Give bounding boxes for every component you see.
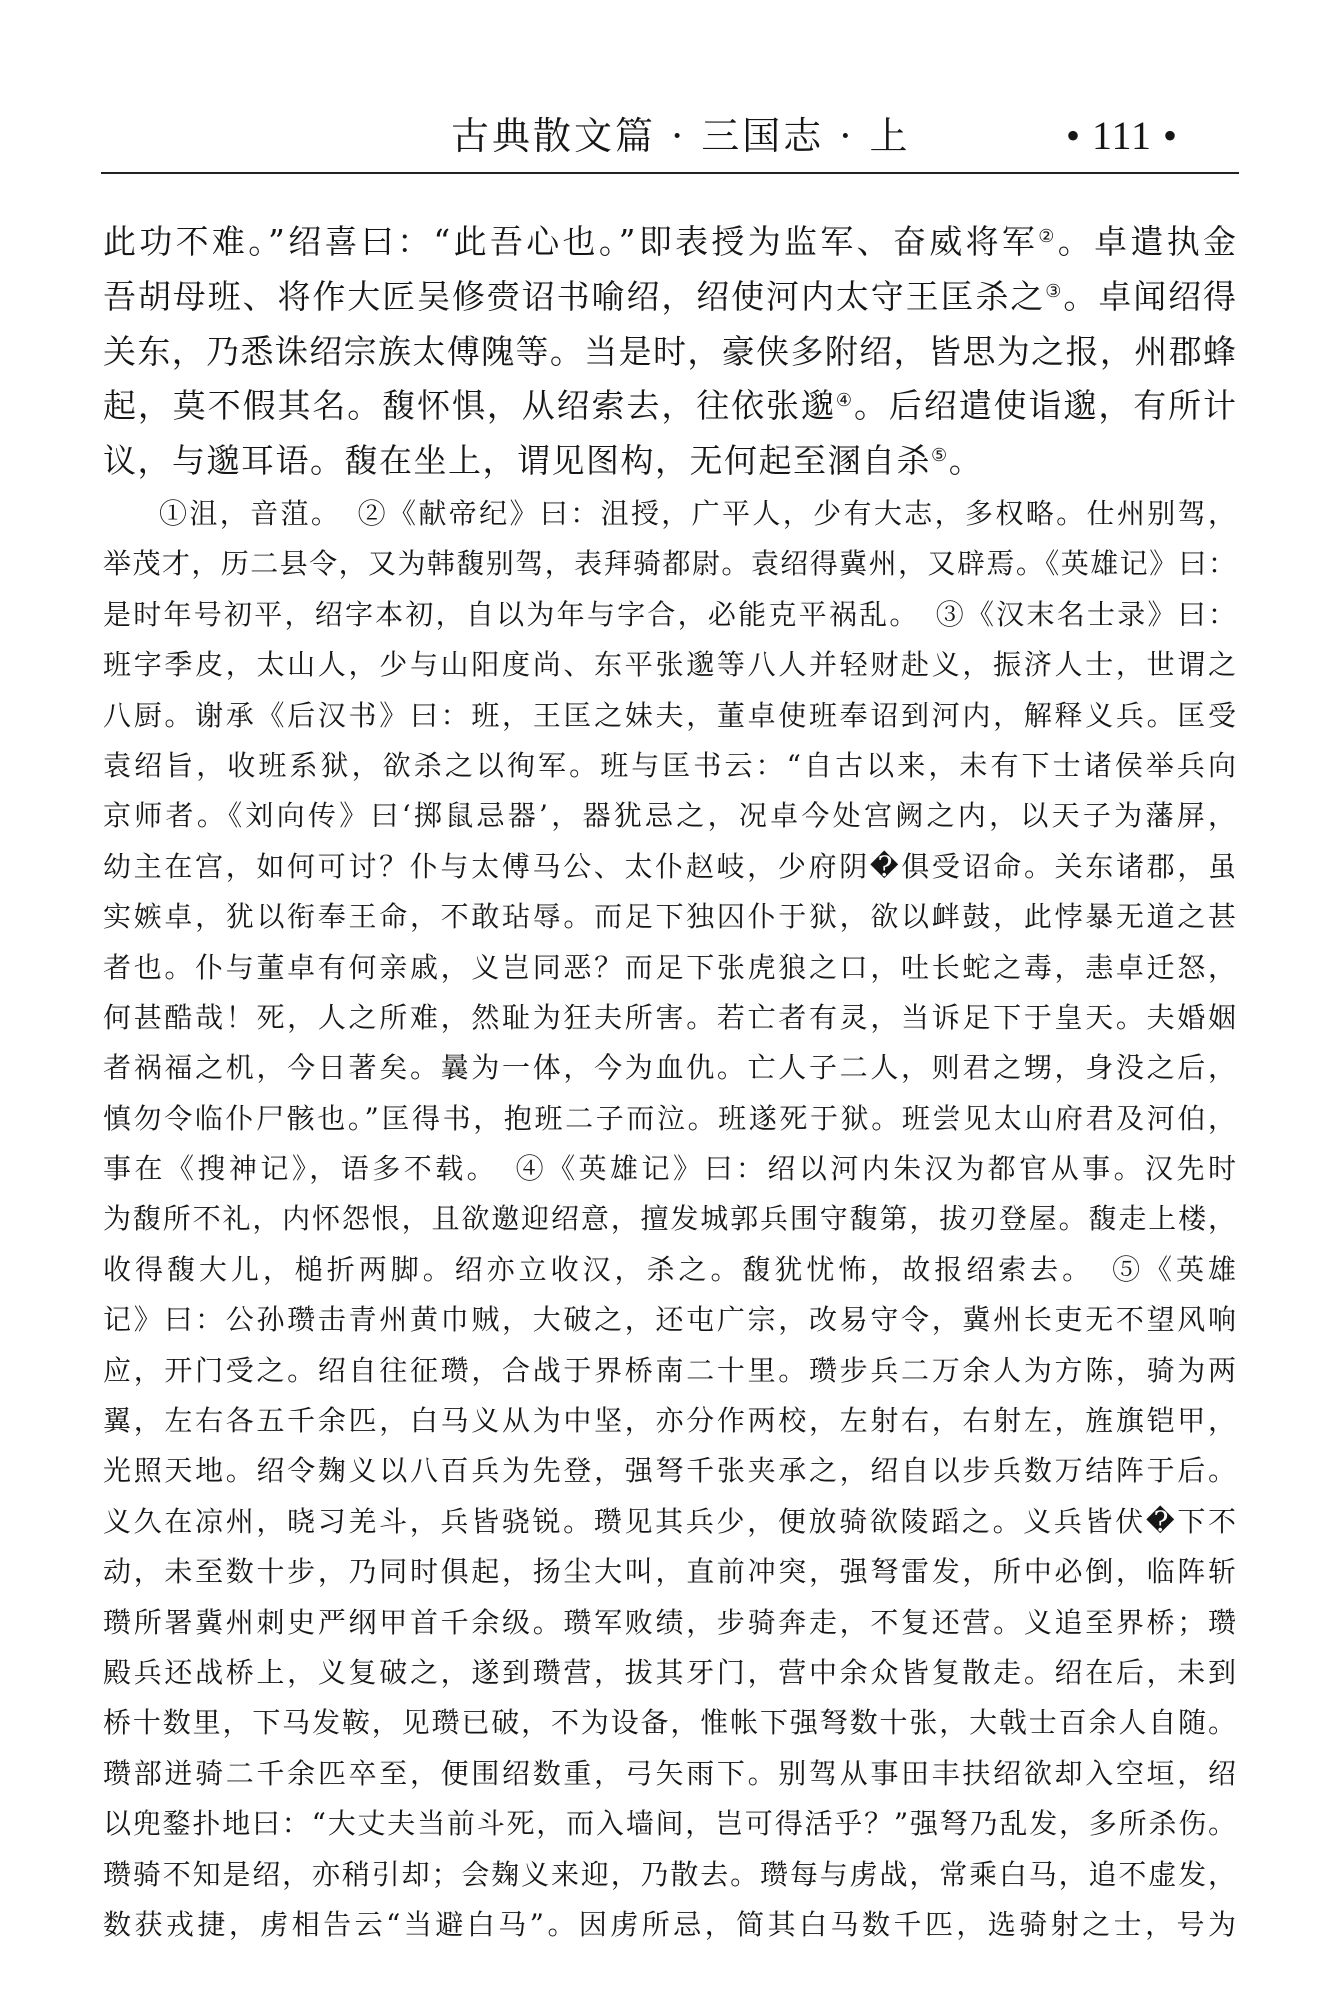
main-text-line	[103, 379, 1236, 434]
main-text-line	[103, 270, 1236, 325]
running-header	[0, 0, 1324, 180]
page-number: • 111 •	[1066, 113, 1179, 158]
note-line: 应，开门受之。绍自往征瓒，合战于界桥南二十里。瓒步兵二万余人为方陈，骑为两	[103, 1353, 1236, 1387]
main-text-segment: 议，与邈耳语。馥在坐上，谓见图构，无何起至溷自杀	[103, 441, 931, 481]
note-line: 八厨。谢承《后汉书》曰：班，王匡之妹夫，董卓使班奉诏到河内，解释义兵。匡受	[103, 698, 1236, 732]
note-line: 何甚酷哉！死，人之所难，然耻为狂夫所害。若亡者有灵，当诉足下于皇天。夫婚姻	[103, 1000, 1236, 1034]
note-line: 瓒骑不知是绍，亦稍引却；会麹义来迎，乃散去。瓒每与虏战，常乘白马，追不虚发，	[103, 1857, 1236, 1891]
main-text	[103, 215, 1236, 489]
note-line: 幼主在宫，如何可讨？仆与太傅马公、太仆赵岐，少府阴�俱受诏命。关东诸郡，虽	[103, 849, 1236, 883]
note-line: 慎勿令临仆尸骸也。”匡得书，抱班二子而泣。班遂死于狱。班尝见太山府君及河伯，	[103, 1101, 1236, 1135]
note-line: ①沮，音菹。 ②《献帝纪》曰：沮授，广平人，少有大志，多权略。仕州别驾，	[159, 497, 1236, 530]
note-line: 以兜鍪扑地曰：“大丈夫当前斗死，而入墙间，岂可得活乎？”强弩乃乱发，多所杀伤。	[103, 1807, 1236, 1841]
note-line: 记》曰：公孙瓒击青州黄巾贼，大破之，还屯广宗，改易守令，冀州长吏无不望风响	[103, 1303, 1236, 1337]
note-line: 举茂才，历二县令，又为韩馥别驾，表拜骑都尉。袁绍得冀州，又辟焉。《英雄记》曰：	[103, 547, 1236, 581]
note-line: 袁绍旨，收班系狱，欲杀之以徇军。班与匡书云：“自古以来，未有下士诸侯举兵向	[103, 748, 1236, 782]
note-line: 是时年号初平，绍字本初，自以为年与字合，必能克平祸乱。 ③《汉末名士录》曰：	[103, 597, 1236, 631]
main-text-segment: 起，莫不假其名。馥怀惧，从绍索去，往依张邈	[103, 386, 836, 426]
main-text-segment: 关东，乃悉诛绍宗族太傅隗等。当是时，豪侠多附绍，皆思为之报，州郡蜂	[103, 331, 1236, 371]
note-line: 收得馥大儿，槌折两脚。绍亦立收汉，杀之。馥犹忧怖，故报绍索去。 ⑤《英雄	[103, 1252, 1236, 1286]
footnotes	[103, 489, 1236, 1950]
main-text-line	[103, 215, 1236, 270]
footnote-marker: ②	[1038, 226, 1058, 248]
main-text-segment: 此功不难。”绍喜曰：“此吾心也。”即表授为监军、奋威将军	[103, 222, 1039, 261]
note-line: 殿兵还战桥上，义复破之，遂到瓒营，拔其牙门，营中余众皆复散走。绍在后，未到	[103, 1655, 1236, 1689]
note-line: 义久在凉州，晓习羌斗，兵皆骁锐。瓒见其兵少，便放骑欲陵蹈之。义兵皆伏�下不	[103, 1504, 1236, 1538]
note-line: 光照天地。绍令麹义以八百兵为先登，强弩千张夹承之，绍自以步兵数万结阵于后。	[103, 1454, 1236, 1488]
note-line: 京师者。《刘向传》曰‘掷鼠忌器’，器犹忌之，况卓今处宫阙之内，以天子为藩屏，	[103, 799, 1236, 833]
header-rule	[101, 172, 1239, 174]
main-text-segment: 。卓闻绍得	[1063, 276, 1237, 316]
footnote-marker: ④	[835, 390, 855, 412]
note-line: 桥十数里，下马发鞍，见瓒已破，不为设备，惟帐下强弩数十张，大戟士百余人自随。	[103, 1706, 1236, 1740]
main-text-segment: 。后绍遣使诣邈，有所计	[854, 386, 1237, 426]
note-line: 者也。仆与董卓有何亲戚，义岂同恶？而足下张虎狼之口，吐长蛇之毒，恚卓迁怒，	[103, 950, 1236, 984]
note-line: 数获戎捷，虏相告云“当避白马”。因虏所忌，简其白马数千匹，选骑射之士，号为	[103, 1907, 1236, 1941]
note-line: 瓒所署冀州刺史严纲甲首千余级。瓒军败绩，步骑奔走，不复还营。义追至界桥；瓒	[103, 1605, 1236, 1639]
note-line: 者祸福之机，今日著矣。曩为一体，今为血仇。亡人子二人，则君之甥，身没之后，	[103, 1051, 1236, 1085]
note-line: 班字季皮，太山人，少与山阳度尚、东平张邈等八人并轻财赴义，振济人士，世谓之	[103, 648, 1236, 682]
note-line: 事在《搜神记》，语多不载。 ④《英雄记》曰：绍以河内朱汉为都官从事。汉先时	[103, 1152, 1236, 1186]
main-text-segment: 。卓遣执金	[1057, 222, 1237, 261]
note-line: 动，未至数十步，乃同时俱起，扬尘大叫，直前冲突，强弩雷发，所中必倒，临阵斩	[103, 1555, 1236, 1589]
header-title: 古典散文篇 · 三国志 · 上	[451, 114, 911, 158]
footnote-marker: ③	[1045, 280, 1064, 302]
main-text-segment: 吾胡母班、将作大匠吴修赍诏书喻绍，绍使河内太守王匡杀之	[103, 276, 1046, 316]
note-line: 实嫉卓，犹以衔奉王命，不敢玷辱。而足下独囚仆于狱，欲以衅鼓，此悖暴无道之甚	[103, 900, 1236, 934]
main-text-line	[103, 434, 1236, 489]
main-text-segment: 。	[948, 441, 984, 481]
note-line: 翼，左右各五千余匹，白马义从为中坚，亦分作两校，左射右，右射左，旌旗铠甲，	[103, 1404, 1236, 1438]
note-line: 为馥所不礼，内怀怨恨，且欲邀迎绍意，擅发城郭兵围守馥第，拔刃登屋。馥走上楼，	[103, 1202, 1236, 1236]
note-line: 瓒部迸骑二千余匹卒至，便围绍数重，弓矢雨下。别驾从事田丰扶绍欲却入空垣，绍	[103, 1756, 1236, 1790]
footnote-marker: ⑤	[931, 445, 949, 467]
main-text-line	[103, 325, 1236, 380]
